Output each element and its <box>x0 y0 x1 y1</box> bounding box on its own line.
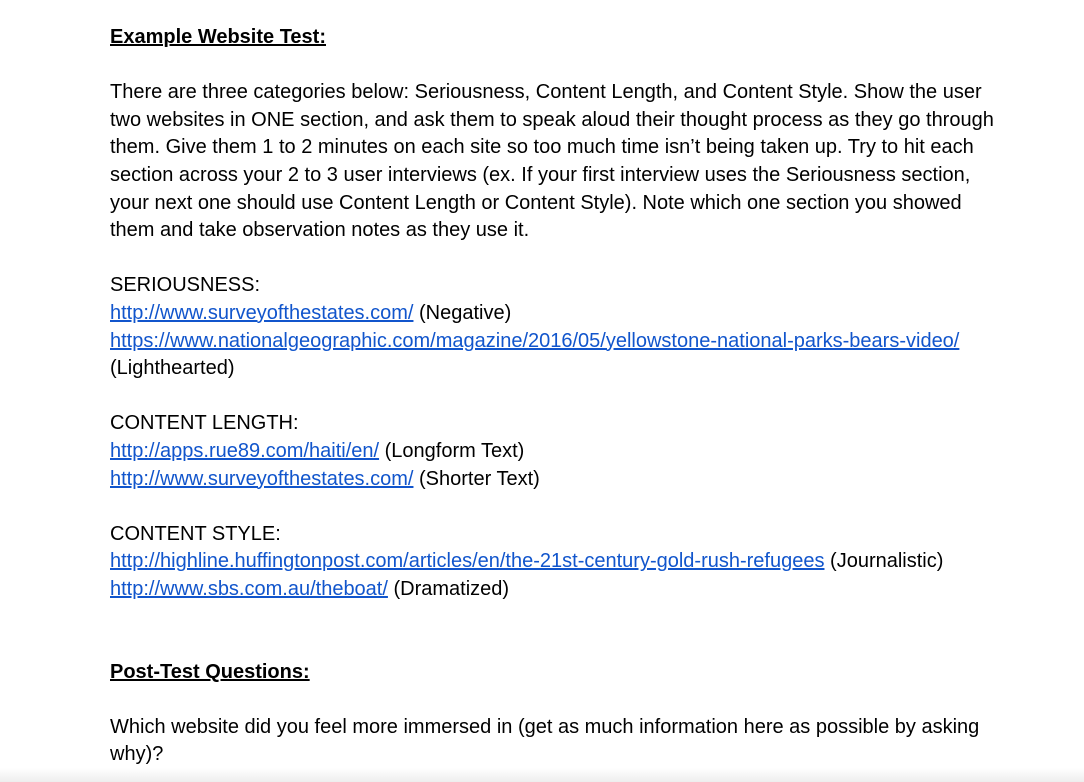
category-title-content-length: CONTENT LENGTH: <box>110 412 299 435</box>
spacer <box>110 603 1010 658</box>
intro-paragraph: There are three categories below: Seriousness, Content Length, and Content Style. Show the user two websites in ONE section, and ask them to speak aloud their thought process as they go through them. Give them 1 to 2 minutes on each site so too much time isn’t being taken up. Try to hit each section across your 2 to 3 user interviews (ex. If your first interview uses the Seriousness section, your next one should use Content Length or Content Style). Note which one section you showed them and take observation notes as they use it. <box>110 81 994 242</box>
link-note: (Longform Text) <box>379 439 525 462</box>
category-title-content-style: CONTENT STYLE: <box>110 522 281 545</box>
category-title-seriousness: SERIOUSNESS: <box>110 274 261 297</box>
link-rue89-haiti[interactable]: http://apps.rue89.com/haiti/en/ <box>110 439 380 462</box>
document-page <box>110 24 1010 769</box>
post-test-questions-heading: Post-Test Questions: <box>110 660 310 683</box>
link-line <box>110 328 1010 383</box>
spacer <box>110 245 1010 273</box>
link-note: (Negative) <box>413 301 512 324</box>
link-surveyofthestates[interactable]: http://www.surveyofthestates.com/ <box>110 301 414 324</box>
question-paragraph: Which website did you feel more immersed in (get as much information here as possible by asking why)? <box>110 715 980 766</box>
spacer <box>110 383 1010 411</box>
spacer <box>110 52 1010 80</box>
link-line <box>110 576 1010 604</box>
link-line <box>110 466 1010 494</box>
link-sbs-theboat[interactable]: http://www.sbs.com.au/theboat/ <box>110 577 388 600</box>
example-website-test-heading: Example Website Test: <box>110 26 326 48</box>
link-huffingtonpost-highline[interactable]: http://highline.huffingtonpost.com/articles/en/the-21st-century-gold-rush-refugees <box>110 550 825 573</box>
bottom-edge-shadow <box>0 768 1084 782</box>
link-note: (Shorter Text) <box>413 467 540 490</box>
link-note: (Lighthearted) <box>110 357 235 380</box>
spacer <box>110 493 1010 521</box>
link-surveyofthestates[interactable]: http://www.surveyofthestates.com/ <box>110 467 414 490</box>
spacer <box>110 686 1010 714</box>
link-note: (Dramatized) <box>387 577 510 600</box>
link-nationalgeographic[interactable]: https://www.nationalgeographic.com/magazine/2016/05/yellowstone-national-parks-bears-video/ <box>110 329 960 352</box>
link-line <box>110 438 1010 466</box>
link-note: (Journalistic) <box>824 550 944 573</box>
link-line <box>110 300 1010 328</box>
link-line <box>110 548 1010 576</box>
